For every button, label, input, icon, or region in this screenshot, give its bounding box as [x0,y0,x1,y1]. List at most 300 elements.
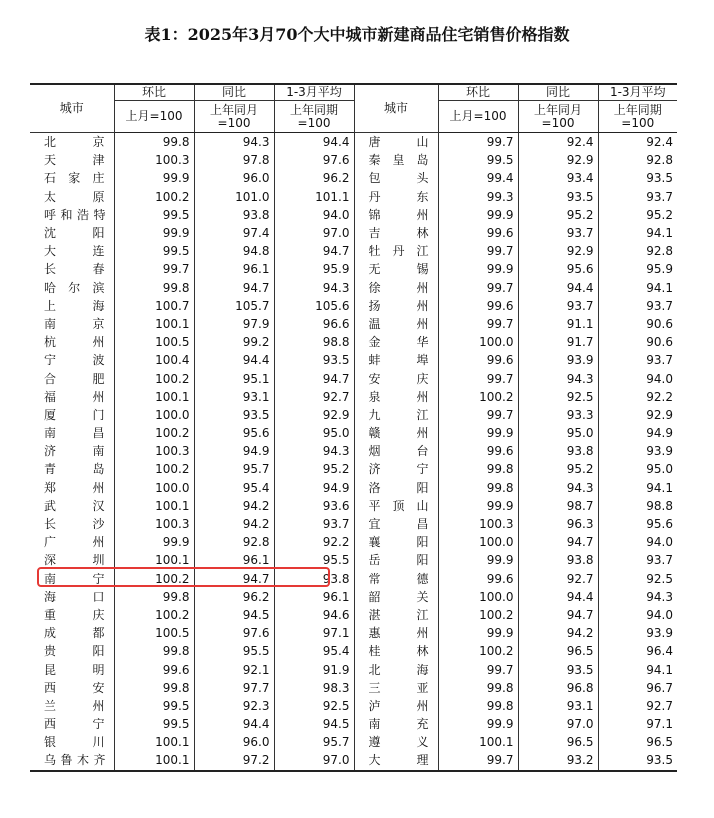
city-cell-left: 海口 [30,588,114,606]
avg-cell-right: 93.5 [598,751,677,770]
avg-cell-right: 94.3 [646,589,673,604]
yoy-cell-right: 93.3 [518,406,598,424]
city-cell-left: 西安 [30,679,114,697]
avg-cell-left: 93.8 [274,570,354,588]
mom-cell-right: 100.2 [438,606,518,624]
yoy-cell-right: 92.9 [518,151,598,169]
city-cell-left: 呼和浩特 [30,206,114,224]
avg-cell-right: 92.5 [646,571,673,586]
table-row [30,515,677,533]
avg-cell-left: 94.3 [274,279,354,297]
city-cell-right: 扬州 [354,297,438,315]
avg-cell-right: 93.9 [646,444,673,459]
yoy-cell-right: 93.2 [518,751,598,770]
yoy-cell-left: 95.6 [194,424,274,442]
table-row [30,242,677,260]
yoy-cell-right: 94.4 [518,588,598,606]
yoy-cell-left: 92.8 [194,533,274,551]
mom-cell-right: 99.6 [438,224,518,242]
mom-cell-right: 99.7 [438,751,518,770]
yoy-cell-right: 92.4 [518,133,598,152]
yoy-cell-right: 94.4 [518,279,598,297]
yoy-cell-right: 94.7 [518,533,598,551]
city-cell-right: 南充 [354,715,438,733]
city-cell-right: 泸州 [354,697,438,715]
table-row [30,624,677,642]
yoy-cell-right: 93.4 [518,169,598,187]
yoy-cell-right: 94.3 [518,369,598,387]
yoy-cell-left: 95.7 [194,460,274,478]
mom-cell-left: 100.1 [114,388,194,406]
avg-cell-left: 95.7 [274,733,354,751]
avg-cell-right: 93.7 [646,189,673,204]
city-cell-right: 遵义 [354,733,438,751]
yoy-cell-right: 92.9 [518,242,598,260]
city-cell-left: 南宁 [30,570,114,588]
table-row [30,351,677,369]
mom-cell-right: 100.2 [438,642,518,660]
city-cell-left: 南京 [30,315,114,333]
mom-cell-right: 99.8 [438,697,518,715]
yoy-cell-left: 95.1 [194,369,274,387]
header-yoy-right: 同比 [518,84,598,101]
city-cell-right: 秦皇岛 [354,151,438,169]
avg-cell-right: 92.8 [646,244,673,259]
table-body [30,133,677,771]
header-avg-sub-left: 上年同期 =100 [274,101,354,133]
avg-cell-left: 94.9 [274,479,354,497]
city-cell-right: 泉州 [354,388,438,406]
city-cell-right: 唐山 [354,133,438,152]
city-cell-left: 北京 [30,133,114,152]
avg-cell-right: 94.1 [646,226,673,241]
mom-cell-right: 99.9 [438,551,518,569]
yoy-cell-right: 93.7 [518,297,598,315]
yoy-cell-left: 97.6 [194,624,274,642]
avg-cell-right: 93.7 [646,553,673,568]
avg-cell-right: 93.7 [646,298,673,313]
mom-cell-left: 100.2 [114,460,194,478]
header-yoy-left: 同比 [194,84,274,101]
mom-cell-left: 100.5 [114,333,194,351]
avg-cell-left: 97.6 [274,151,354,169]
mom-cell-left: 99.5 [114,715,194,733]
mom-cell-right: 99.7 [438,406,518,424]
yoy-cell-right: 93.5 [518,188,598,206]
header-mom-sub-left: 上月=100 [114,101,194,133]
table-row [30,151,677,169]
mom-cell-left: 100.3 [114,442,194,460]
mom-cell-left: 99.8 [114,679,194,697]
yoy-cell-left: 94.4 [194,351,274,369]
yoy-cell-right: 94.3 [518,479,598,497]
avg-cell-right: 93.9 [646,626,673,641]
city-cell-right: 无锡 [354,260,438,278]
table-row [30,606,677,624]
yoy-cell-left: 94.2 [194,497,274,515]
yoy-cell-left: 96.0 [194,733,274,751]
table-row [30,460,677,478]
mom-cell-right: 99.9 [438,424,518,442]
city-cell-left: 武汉 [30,497,114,515]
mom-cell-right: 99.6 [438,570,518,588]
yoy-cell-left: 96.1 [194,260,274,278]
avg-cell-right: 94.0 [646,371,673,386]
city-cell-right: 襄阳 [354,533,438,551]
avg-cell-left: 96.1 [274,588,354,606]
header-mom-right: 环比 [438,84,518,101]
header-city-left: 城市 [30,84,114,133]
avg-cell-right: 94.1 [646,280,673,295]
table-row [30,751,677,770]
yoy-cell-right: 97.0 [518,715,598,733]
city-cell-right: 温州 [354,315,438,333]
avg-cell-right: 95.9 [646,262,673,277]
table-row [30,315,677,333]
avg-cell-right: 92.8 [646,153,673,168]
yoy-cell-right: 92.5 [518,388,598,406]
mom-cell-left: 99.9 [114,533,194,551]
table-row [30,588,677,606]
city-cell-right: 九江 [354,406,438,424]
header-city-right: 城市 [354,84,438,133]
yoy-cell-left: 94.8 [194,242,274,260]
city-cell-left: 银川 [30,733,114,751]
mom-cell-right: 99.7 [438,315,518,333]
city-cell-right: 牡丹江 [354,242,438,260]
avg-cell-left: 94.0 [274,206,354,224]
city-cell-left: 上海 [30,297,114,315]
avg-cell-left: 96.2 [274,169,354,187]
mom-cell-left: 99.9 [114,224,194,242]
avg-cell-left: 93.7 [274,515,354,533]
city-cell-left: 青岛 [30,460,114,478]
yoy-cell-left: 101.0 [194,188,274,206]
avg-cell-left: 95.0 [274,424,354,442]
table-row [30,188,677,206]
avg-cell-right: 93.7 [646,353,673,368]
city-cell-left: 郑州 [30,479,114,497]
yoy-cell-right: 96.8 [518,679,598,697]
table-row [30,279,677,297]
avg-cell-right: 96.7 [646,680,673,695]
avg-cell-left: 97.0 [274,224,354,242]
city-cell-left: 济南 [30,442,114,460]
city-cell-right: 湛江 [354,606,438,624]
yoy-cell-left: 94.3 [194,133,274,152]
mom-cell-right: 99.9 [438,497,518,515]
yoy-cell-right: 91.1 [518,315,598,333]
mom-cell-right: 100.0 [438,533,518,551]
table-row [30,333,677,351]
yoy-cell-left: 96.2 [194,588,274,606]
mom-cell-right: 99.8 [438,679,518,697]
table-row [30,715,677,733]
mom-cell-right: 100.2 [438,388,518,406]
mom-cell-left: 99.8 [114,279,194,297]
table-row [30,733,677,751]
table-row [30,169,677,187]
avg-cell-left: 94.7 [274,242,354,260]
avg-cell-left: 105.6 [274,297,354,315]
mom-cell-left: 99.5 [114,697,194,715]
yoy-cell-right: 95.6 [518,260,598,278]
header-yoy-sub-left: 上年同月 =100 [194,101,274,133]
table-row [30,260,677,278]
avg-cell-right: 94.0 [646,607,673,622]
header-mom-sub-right: 上月=100 [438,101,518,133]
table-row [30,224,677,242]
city-cell-right: 包头 [354,169,438,187]
mom-cell-right: 99.7 [438,242,518,260]
city-cell-left: 哈尔滨 [30,279,114,297]
avg-cell-right: 95.2 [646,207,673,222]
avg-cell-right: 94.0 [646,535,673,550]
yoy-cell-left: 93.8 [194,206,274,224]
mom-cell-left: 99.5 [114,206,194,224]
yoy-cell-right: 93.1 [518,697,598,715]
city-cell-left: 成都 [30,624,114,642]
avg-cell-left: 92.2 [274,533,354,551]
yoy-cell-right: 93.8 [518,442,598,460]
mom-cell-left: 100.7 [114,297,194,315]
yoy-cell-right: 98.7 [518,497,598,515]
city-cell-right: 大理 [354,751,438,770]
mom-cell-right: 99.9 [438,624,518,642]
table-row [30,697,677,715]
header-yoy-sub-right: 上年同月 =100 [518,101,598,133]
yoy-cell-left: 97.4 [194,224,274,242]
table-row [30,133,677,152]
city-cell-right: 三亚 [354,679,438,697]
mom-cell-left: 99.8 [114,133,194,152]
city-cell-right: 桂林 [354,642,438,660]
table-row [30,442,677,460]
mom-cell-left: 100.4 [114,351,194,369]
mom-cell-left: 100.5 [114,624,194,642]
avg-cell-right: 92.4 [646,135,673,150]
city-cell-left: 广州 [30,533,114,551]
avg-cell-left: 94.7 [274,369,354,387]
yoy-cell-left: 97.9 [194,315,274,333]
city-cell-left: 沈阳 [30,224,114,242]
yoy-cell-left: 92.3 [194,697,274,715]
mom-cell-left: 100.1 [114,751,194,770]
avg-cell-left: 95.9 [274,260,354,278]
yoy-cell-right: 95.0 [518,424,598,442]
avg-cell-left: 96.6 [274,315,354,333]
city-cell-right: 赣州 [354,424,438,442]
avg-cell-left: 92.7 [274,388,354,406]
header-avg-left: 1-3月平均 [274,84,354,101]
avg-cell-left: 98.3 [274,679,354,697]
table-row [30,533,677,551]
city-cell-left: 重庆 [30,606,114,624]
city-cell-left: 杭州 [30,333,114,351]
mom-cell-right: 99.8 [438,479,518,497]
mom-cell-right: 99.7 [438,369,518,387]
avg-cell-right: 94.1 [646,662,673,677]
avg-cell-left: 95.5 [274,551,354,569]
avg-cell-right: 94.9 [646,426,673,441]
table-row [30,642,677,660]
table-row [30,406,677,424]
mom-cell-left: 100.0 [114,406,194,424]
mom-cell-right: 100.1 [438,733,518,751]
mom-cell-right: 100.0 [438,333,518,351]
yoy-cell-right: 94.7 [518,606,598,624]
avg-cell-right: 93.5 [646,171,673,186]
city-cell-left: 合肥 [30,369,114,387]
city-cell-right: 锦州 [354,206,438,224]
yoy-cell-right: 92.7 [518,570,598,588]
avg-cell-right: 90.6 [646,316,673,331]
city-cell-left: 厦门 [30,406,114,424]
avg-cell-left: 95.2 [274,460,354,478]
avg-cell-right: 94.1 [646,480,673,495]
city-cell-right: 徐州 [354,279,438,297]
mom-cell-right: 99.8 [438,460,518,478]
avg-cell-left: 94.6 [274,606,354,624]
mom-cell-right: 99.6 [438,297,518,315]
city-cell-right: 金华 [354,333,438,351]
mom-cell-left: 99.9 [114,169,194,187]
table-row [30,679,677,697]
table-row [30,388,677,406]
yoy-cell-left: 97.2 [194,751,274,770]
city-cell-left: 深圳 [30,551,114,569]
table-row [30,479,677,497]
mom-cell-left: 100.2 [114,424,194,442]
yoy-cell-left: 96.1 [194,551,274,569]
page-title: 表1：2025年3月70个大中城市新建商品住宅销售价格指数 [144,25,570,44]
avg-cell-left: 93.5 [274,351,354,369]
city-cell-left: 南昌 [30,424,114,442]
mom-cell-right: 99.7 [438,660,518,678]
mom-cell-left: 99.8 [114,588,194,606]
yoy-cell-right: 95.2 [518,206,598,224]
mom-cell-left: 99.7 [114,260,194,278]
avg-cell-left: 93.6 [274,497,354,515]
city-cell-right: 平顶山 [354,497,438,515]
city-cell-right: 烟台 [354,442,438,460]
city-cell-right: 惠州 [354,624,438,642]
avg-cell-right: 96.4 [646,644,673,659]
yoy-cell-left: 97.8 [194,151,274,169]
yoy-cell-left: 96.0 [194,169,274,187]
avg-cell-left: 94.4 [274,133,354,152]
mom-cell-left: 99.8 [114,642,194,660]
city-cell-right: 宜昌 [354,515,438,533]
mom-cell-left: 100.3 [114,151,194,169]
city-cell-left: 石家庄 [30,169,114,187]
mom-cell-right: 99.3 [438,188,518,206]
yoy-cell-right: 94.2 [518,624,598,642]
header-mom-left: 环比 [114,84,194,101]
yoy-cell-left: 95.4 [194,479,274,497]
city-cell-right: 吉林 [354,224,438,242]
avg-cell-left: 97.0 [274,751,354,770]
table-row [30,297,677,315]
avg-cell-left: 101.1 [274,188,354,206]
mom-cell-right: 99.6 [438,351,518,369]
table-row [30,369,677,387]
avg-cell-right: 98.8 [646,498,673,513]
mom-cell-left: 100.2 [114,570,194,588]
city-cell-right: 洛阳 [354,479,438,497]
mom-cell-left: 99.6 [114,660,194,678]
city-cell-left: 长春 [30,260,114,278]
yoy-cell-left: 99.2 [194,333,274,351]
city-cell-right: 丹东 [354,188,438,206]
city-cell-left: 长沙 [30,515,114,533]
avg-cell-left: 94.5 [274,715,354,733]
city-cell-right: 常德 [354,570,438,588]
yoy-cell-left: 97.7 [194,679,274,697]
city-cell-right: 济宁 [354,460,438,478]
yoy-cell-right: 91.7 [518,333,598,351]
mom-cell-right: 100.0 [438,588,518,606]
city-cell-left: 福州 [30,388,114,406]
avg-cell-right: 90.6 [646,335,673,350]
mom-cell-right: 99.7 [438,279,518,297]
yoy-cell-right: 95.2 [518,460,598,478]
city-cell-left: 太原 [30,188,114,206]
mom-cell-left: 100.1 [114,551,194,569]
yoy-cell-left: 93.5 [194,406,274,424]
avg-cell-right: 92.2 [646,389,673,404]
yoy-cell-left: 93.1 [194,388,274,406]
avg-cell-left: 92.5 [274,697,354,715]
city-cell-left: 昆明 [30,660,114,678]
avg-cell-right: 92.7 [646,698,673,713]
city-cell-right: 安庆 [354,369,438,387]
yoy-cell-left: 94.9 [194,442,274,460]
city-cell-left: 贵阳 [30,642,114,660]
yoy-cell-right: 96.5 [518,642,598,660]
mom-cell-left: 100.2 [114,188,194,206]
mom-cell-left: 100.3 [114,515,194,533]
avg-cell-left: 98.8 [274,333,354,351]
mom-cell-left: 100.0 [114,479,194,497]
price-index-table [30,83,673,772]
mom-cell-right: 100.3 [438,515,518,533]
mom-cell-left: 100.2 [114,606,194,624]
yoy-cell-right: 96.5 [518,733,598,751]
mom-cell-left: 100.2 [114,369,194,387]
avg-cell-right: 95.0 [646,462,673,477]
yoy-cell-right: 96.3 [518,515,598,533]
table-row [30,660,677,678]
highlight-box [37,567,330,587]
yoy-cell-left: 94.7 [194,570,274,588]
city-cell-left: 大连 [30,242,114,260]
header-avg-sub-right: 上年同期 =100 [598,101,677,133]
mom-cell-right: 99.9 [438,715,518,733]
yoy-cell-left: 92.1 [194,660,274,678]
city-cell-right: 蚌埠 [354,351,438,369]
avg-cell-right: 96.5 [646,735,673,750]
table-row [30,206,677,224]
yoy-cell-right: 93.9 [518,351,598,369]
mom-cell-left: 100.1 [114,315,194,333]
city-cell-left: 兰州 [30,697,114,715]
yoy-cell-left: 94.4 [194,715,274,733]
city-cell-left: 乌鲁木齐 [30,751,114,770]
avg-cell-left: 97.1 [274,624,354,642]
mom-cell-right: 99.5 [438,151,518,169]
mom-cell-left: 100.1 [114,733,194,751]
